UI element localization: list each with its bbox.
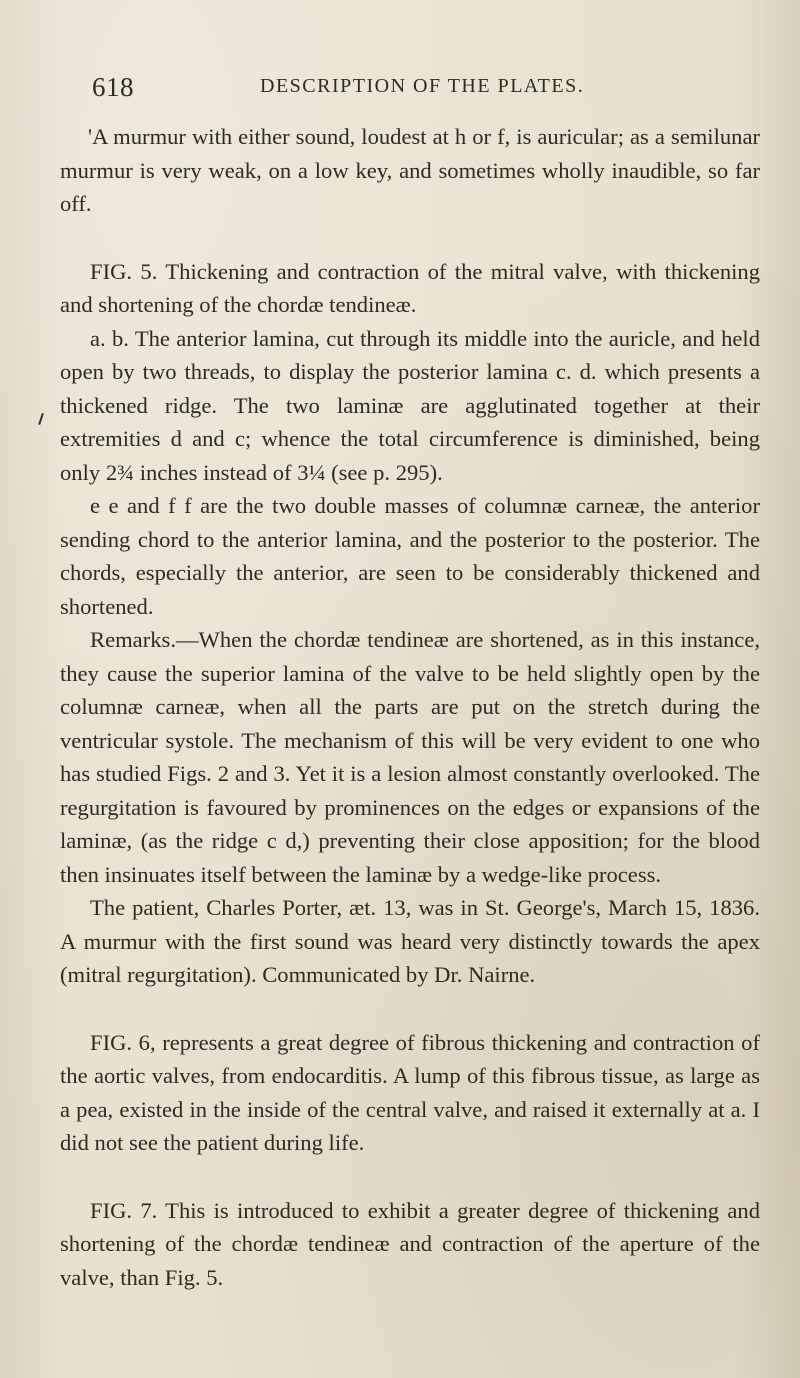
page-number: 618 [92, 72, 134, 102]
paragraph-fig-7: FIG. 7. This is introduced to exhibit a greater degree of thickening and shortening of the chordæ tendineæ and contraction of the aperture of the valve, than Fig. 5. [60, 1197, 760, 1290]
paragraph-murmur: 'A murmur with either sound, loudest at h or f, is auricular; as a semilunar murmur is very weak, on a low key, and sometimes wholly inaudible, so far off. [60, 124, 760, 216]
paragraph-patient: The patient, Charles Porter, æt. 13, was in St. George's, March 15, 1836. A murmur with the first sound was heard very distinctly towards the apex (mitral regurgitation). Communicated by Dr. Nairne. [60, 895, 760, 987]
page-body [60, 120, 760, 1294]
paragraph-fig-5-lamina: a. b. The anterior lamina, cut through its middle into the auricle, and held open by two threads, to display the posterior lamina c. d. which presents a thickened ridge. The two laminæ are agglutinated together at their extremities d and c; whence the total circumference is diminished, being only 2¾ inches instead of 3¼ (see p. 295). [60, 325, 760, 485]
paragraph-remarks: Remarks.—When the chordæ tendineæ are shortened, as in this instance, they cause the superior lamina of the valve to be held slightly open by the columnæ carneæ, when all the parts are put on the stretch during the ventricular systole. The mechanism of this will be very evident to one who has studied Figs. 2 and 3. Yet it is a lesion almost constantly overlooked. The regurgitation is favoured by prominences on the edges or expansions of the laminæ, (as the ridge c d,) preventing their close apposition; for the blood then insinuates itself between the laminæ by a wedge-like process. [60, 627, 760, 887]
margin-mark [38, 413, 44, 425]
paragraph-fig-5-caption: FIG. 5. Thickening and contraction of the mitral valve, with thickening and shortening of the chordæ tendineæ. [60, 258, 760, 317]
paragraph-fig-6: FIG. 6, represents a great degree of fibrous thickening and contraction of the aortic valves, from endocarditis. A lump of this fibrous tissue, as large as a pea, existed in the inside of the central valve, and raised it externally at a. I did not see the patient during life. [60, 1029, 760, 1155]
paragraph-fig-5-columnae: e e and f f are the two double masses of columnæ carneæ, the anterior sending chord to the anterior lamina, and the posterior to the posterior. The chords, especially the anterior, are seen to be considerably thickened and shortened. [60, 493, 760, 619]
running-head [92, 72, 760, 112]
running-head-title: DESCRIPTION OF THE PLATES. [260, 75, 585, 97]
